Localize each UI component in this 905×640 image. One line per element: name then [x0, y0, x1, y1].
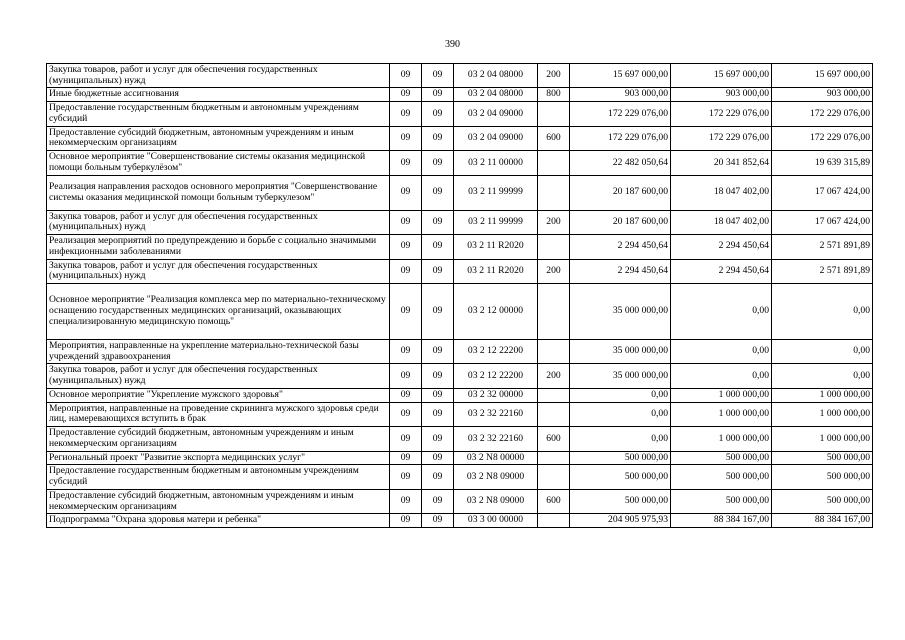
- row-expense-type-cell: 600: [538, 489, 570, 513]
- row-amount-2-cell: 2 294 450,64: [671, 259, 772, 283]
- row-amount-3-cell: 88 384 167,00: [772, 514, 873, 528]
- row-target-article-cell: 03 2 32 22160: [454, 402, 538, 426]
- row-expense-type-cell: 200: [538, 364, 570, 388]
- row-amount-3-cell: 15 697 000,00: [772, 64, 873, 88]
- row-amount-1-cell: 500 000,00: [570, 465, 671, 489]
- row-amount-3-cell: 0,00: [772, 340, 873, 364]
- row-amount-2-cell: 88 384 167,00: [671, 514, 772, 528]
- row-amount-1-cell: 35 000 000,00: [570, 364, 671, 388]
- row-subsection-cell: 09: [422, 151, 454, 175]
- row-section-cell: 09: [390, 514, 422, 528]
- row-subsection-cell: 09: [422, 102, 454, 126]
- row-name-cell: Подпрограмма "Охрана здоровья матери и ребенка": [47, 514, 390, 528]
- row-section-cell: 09: [390, 259, 422, 283]
- row-subsection-cell: 09: [422, 388, 454, 402]
- row-expense-type-cell: 200: [538, 259, 570, 283]
- row-section-cell: 09: [390, 102, 422, 126]
- table-row: [47, 340, 873, 364]
- row-amount-2-cell: 0,00: [671, 364, 772, 388]
- row-amount-3-cell: 1 000 000,00: [772, 388, 873, 402]
- row-amount-3-cell: 903 000,00: [772, 88, 873, 102]
- row-target-article-cell: 03 2 N8 09000: [454, 489, 538, 513]
- row-expense-type-cell: 200: [538, 64, 570, 88]
- row-amount-1-cell: 0,00: [570, 402, 671, 426]
- row-section-cell: 09: [390, 402, 422, 426]
- row-amount-1-cell: 0,00: [570, 388, 671, 402]
- row-amount-3-cell: 17 067 424,00: [772, 210, 873, 234]
- row-name-cell: Закупка товаров, работ и услуг для обеспечения государственных (муниципальных) нужд: [47, 364, 390, 388]
- row-target-article-cell: 03 2 12 22200: [454, 340, 538, 364]
- row-name-cell: Основное мероприятие "Совершенствование системы оказания медицинской помощи больным туберкулёзом": [47, 151, 390, 175]
- row-expense-type-cell: [538, 402, 570, 426]
- table-row: [47, 465, 873, 489]
- row-section-cell: 09: [390, 210, 422, 234]
- row-expense-type-cell: 800: [538, 88, 570, 102]
- row-amount-3-cell: 172 229 076,00: [772, 102, 873, 126]
- row-amount-2-cell: 500 000,00: [671, 451, 772, 465]
- table-row: [47, 388, 873, 402]
- row-subsection-cell: 09: [422, 514, 454, 528]
- row-section-cell: 09: [390, 388, 422, 402]
- row-target-article-cell: 03 2 N8 09000: [454, 465, 538, 489]
- row-target-article-cell: 03 2 32 22160: [454, 427, 538, 451]
- row-name-cell: Основное мероприятие "Укрепление мужского здоровья": [47, 388, 390, 402]
- row-amount-2-cell: 1 000 000,00: [671, 427, 772, 451]
- row-name-cell: Закупка товаров, работ и услуг для обеспечения государственных (муниципальных) нужд: [47, 64, 390, 88]
- row-target-article-cell: 03 2 04 08000: [454, 88, 538, 102]
- row-name-cell: Предоставление субсидий бюджетным, автономным учреждениям и иным некоммерческим организациям: [47, 427, 390, 451]
- row-target-article-cell: 03 2 11 R2020: [454, 235, 538, 259]
- row-subsection-cell: 09: [422, 210, 454, 234]
- row-section-cell: 09: [390, 64, 422, 88]
- row-subsection-cell: 09: [422, 284, 454, 340]
- row-subsection-cell: 09: [422, 489, 454, 513]
- table-row: [47, 102, 873, 126]
- row-amount-2-cell: 2 294 450,64: [671, 235, 772, 259]
- row-subsection-cell: 09: [422, 126, 454, 150]
- row-subsection-cell: 09: [422, 402, 454, 426]
- row-name-cell: Региональный проект "Развитие экспорта медицинских услуг": [47, 451, 390, 465]
- page-number: 390: [445, 39, 460, 50]
- row-amount-2-cell: 172 229 076,00: [671, 102, 772, 126]
- table-row: [47, 151, 873, 175]
- row-amount-1-cell: 204 905 975,93: [570, 514, 671, 528]
- row-expense-type-cell: [538, 465, 570, 489]
- row-expense-type-cell: [538, 340, 570, 364]
- row-subsection-cell: 09: [422, 175, 454, 210]
- table-row: [47, 175, 873, 210]
- row-amount-2-cell: 903 000,00: [671, 88, 772, 102]
- row-section-cell: 09: [390, 88, 422, 102]
- row-amount-3-cell: 0,00: [772, 364, 873, 388]
- row-expense-type-cell: [538, 451, 570, 465]
- row-name-cell: Предоставление субсидий бюджетным, автономным учреждениям и иным некоммерческим организациям: [47, 489, 390, 513]
- row-subsection-cell: 09: [422, 88, 454, 102]
- table-row: [47, 364, 873, 388]
- table-row: [47, 210, 873, 234]
- row-expense-type-cell: 200: [538, 210, 570, 234]
- row-amount-1-cell: 172 229 076,00: [570, 126, 671, 150]
- row-name-cell: Основное мероприятие "Реализация комплекса мер по материально-техническому оснащению государственных медицинских организаций, оказывающих специализированную медицинскую помощь": [47, 284, 390, 340]
- row-name-cell: Реализация мероприятий по предупреждению и борьбе с социально значимыми инфекционными заболеваниями: [47, 235, 390, 259]
- table-row: [47, 284, 873, 340]
- row-section-cell: 09: [390, 235, 422, 259]
- row-name-cell: Предоставление государственным бюджетным и автономным учреждениям субсидий: [47, 465, 390, 489]
- row-expense-type-cell: 600: [538, 126, 570, 150]
- row-expense-type-cell: [538, 284, 570, 340]
- row-section-cell: 09: [390, 340, 422, 364]
- row-target-article-cell: 03 2 04 08000: [454, 64, 538, 88]
- table-row: [47, 64, 873, 88]
- row-amount-1-cell: 172 229 076,00: [570, 102, 671, 126]
- row-target-article-cell: 03 3 00 00000: [454, 514, 538, 528]
- row-amount-1-cell: 35 000 000,00: [570, 284, 671, 340]
- row-name-cell: Мероприятия, направленные на проведение скрининга мужского здоровья среди лиц, намеревающихся вступить в брак: [47, 402, 390, 426]
- row-amount-3-cell: 1 000 000,00: [772, 402, 873, 426]
- row-expense-type-cell: [538, 235, 570, 259]
- table-row: [47, 235, 873, 259]
- row-section-cell: 09: [390, 364, 422, 388]
- row-target-article-cell: 03 2 04 09000: [454, 102, 538, 126]
- row-amount-2-cell: 18 047 402,00: [671, 210, 772, 234]
- row-amount-1-cell: 500 000,00: [570, 489, 671, 513]
- row-expense-type-cell: [538, 514, 570, 528]
- row-name-cell: Иные бюджетные ассигнования: [47, 88, 390, 102]
- row-amount-1-cell: 20 187 600,00: [570, 175, 671, 210]
- table-row: [47, 451, 873, 465]
- budget-table: [46, 63, 873, 528]
- row-amount-3-cell: 17 067 424,00: [772, 175, 873, 210]
- table-row: [47, 489, 873, 513]
- row-amount-3-cell: 500 000,00: [772, 489, 873, 513]
- row-amount-1-cell: 22 482 050,64: [570, 151, 671, 175]
- row-section-cell: 09: [390, 465, 422, 489]
- row-subsection-cell: 09: [422, 364, 454, 388]
- row-name-cell: Предоставление субсидий бюджетным, автономным учреждениям и иным некоммерческим организациям: [47, 126, 390, 150]
- table-row: [47, 126, 873, 150]
- row-expense-type-cell: [538, 102, 570, 126]
- row-subsection-cell: 09: [422, 235, 454, 259]
- row-amount-2-cell: 20 341 852,64: [671, 151, 772, 175]
- row-target-article-cell: 03 2 11 99999: [454, 175, 538, 210]
- table-row: [47, 514, 873, 528]
- row-amount-3-cell: 500 000,00: [772, 465, 873, 489]
- row-subsection-cell: 09: [422, 259, 454, 283]
- row-name-cell: Предоставление государственным бюджетным и автономным учреждениям субсидий: [47, 102, 390, 126]
- row-subsection-cell: 09: [422, 340, 454, 364]
- table-row: [47, 402, 873, 426]
- row-amount-3-cell: 500 000,00: [772, 451, 873, 465]
- row-section-cell: 09: [390, 284, 422, 340]
- row-name-cell: Закупка товаров, работ и услуг для обеспечения государственных (муниципальных) нужд: [47, 210, 390, 234]
- row-amount-1-cell: 903 000,00: [570, 88, 671, 102]
- row-amount-3-cell: 1 000 000,00: [772, 427, 873, 451]
- row-expense-type-cell: [538, 175, 570, 210]
- row-amount-3-cell: 2 571 891,89: [772, 235, 873, 259]
- row-section-cell: 09: [390, 175, 422, 210]
- row-subsection-cell: 09: [422, 64, 454, 88]
- row-target-article-cell: 03 2 11 R2020: [454, 259, 538, 283]
- table-row: [47, 259, 873, 283]
- row-amount-2-cell: 18 047 402,00: [671, 175, 772, 210]
- row-amount-2-cell: 1 000 000,00: [671, 388, 772, 402]
- row-target-article-cell: 03 2 12 22200: [454, 364, 538, 388]
- row-amount-1-cell: 2 294 450,64: [570, 235, 671, 259]
- row-target-article-cell: 03 2 11 99999: [454, 210, 538, 234]
- row-name-cell: Мероприятия, направленные на укрепление материально-технической базы учреждений здравоохранения: [47, 340, 390, 364]
- row-section-cell: 09: [390, 151, 422, 175]
- row-amount-3-cell: 172 229 076,00: [772, 126, 873, 150]
- row-amount-2-cell: 172 229 076,00: [671, 126, 772, 150]
- row-amount-1-cell: 2 294 450,64: [570, 259, 671, 283]
- row-target-article-cell: 03 2 32 00000: [454, 388, 538, 402]
- row-name-cell: Реализация направления расходов основного мероприятия "Совершенствование системы оказания медицинской помощи больным туберкулезом": [47, 175, 390, 210]
- row-target-article-cell: 03 2 11 00000: [454, 151, 538, 175]
- row-target-article-cell: 03 2 N8 00000: [454, 451, 538, 465]
- budget-table-body: [47, 64, 873, 528]
- row-expense-type-cell: 600: [538, 427, 570, 451]
- row-target-article-cell: 03 2 12 00000: [454, 284, 538, 340]
- row-amount-2-cell: 0,00: [671, 284, 772, 340]
- row-amount-2-cell: 500 000,00: [671, 489, 772, 513]
- row-section-cell: 09: [390, 451, 422, 465]
- row-amount-3-cell: 2 571 891,89: [772, 259, 873, 283]
- table-row: [47, 88, 873, 102]
- row-subsection-cell: 09: [422, 451, 454, 465]
- row-section-cell: 09: [390, 489, 422, 513]
- row-subsection-cell: 09: [422, 427, 454, 451]
- row-name-cell: Закупка товаров, работ и услуг для обеспечения государственных (муниципальных) нужд: [47, 259, 390, 283]
- row-amount-1-cell: 0,00: [570, 427, 671, 451]
- row-amount-1-cell: 35 000 000,00: [570, 340, 671, 364]
- row-amount-2-cell: 1 000 000,00: [671, 402, 772, 426]
- row-amount-1-cell: 20 187 600,00: [570, 210, 671, 234]
- row-amount-1-cell: 500 000,00: [570, 451, 671, 465]
- row-expense-type-cell: [538, 388, 570, 402]
- row-expense-type-cell: [538, 151, 570, 175]
- row-amount-3-cell: 19 639 315,89: [772, 151, 873, 175]
- row-amount-1-cell: 15 697 000,00: [570, 64, 671, 88]
- row-amount-2-cell: 0,00: [671, 340, 772, 364]
- row-target-article-cell: 03 2 04 09000: [454, 126, 538, 150]
- table-row: [47, 427, 873, 451]
- row-amount-2-cell: 15 697 000,00: [671, 64, 772, 88]
- row-subsection-cell: 09: [422, 465, 454, 489]
- row-amount-3-cell: 0,00: [772, 284, 873, 340]
- row-section-cell: 09: [390, 427, 422, 451]
- row-section-cell: 09: [390, 126, 422, 150]
- row-amount-2-cell: 500 000,00: [671, 465, 772, 489]
